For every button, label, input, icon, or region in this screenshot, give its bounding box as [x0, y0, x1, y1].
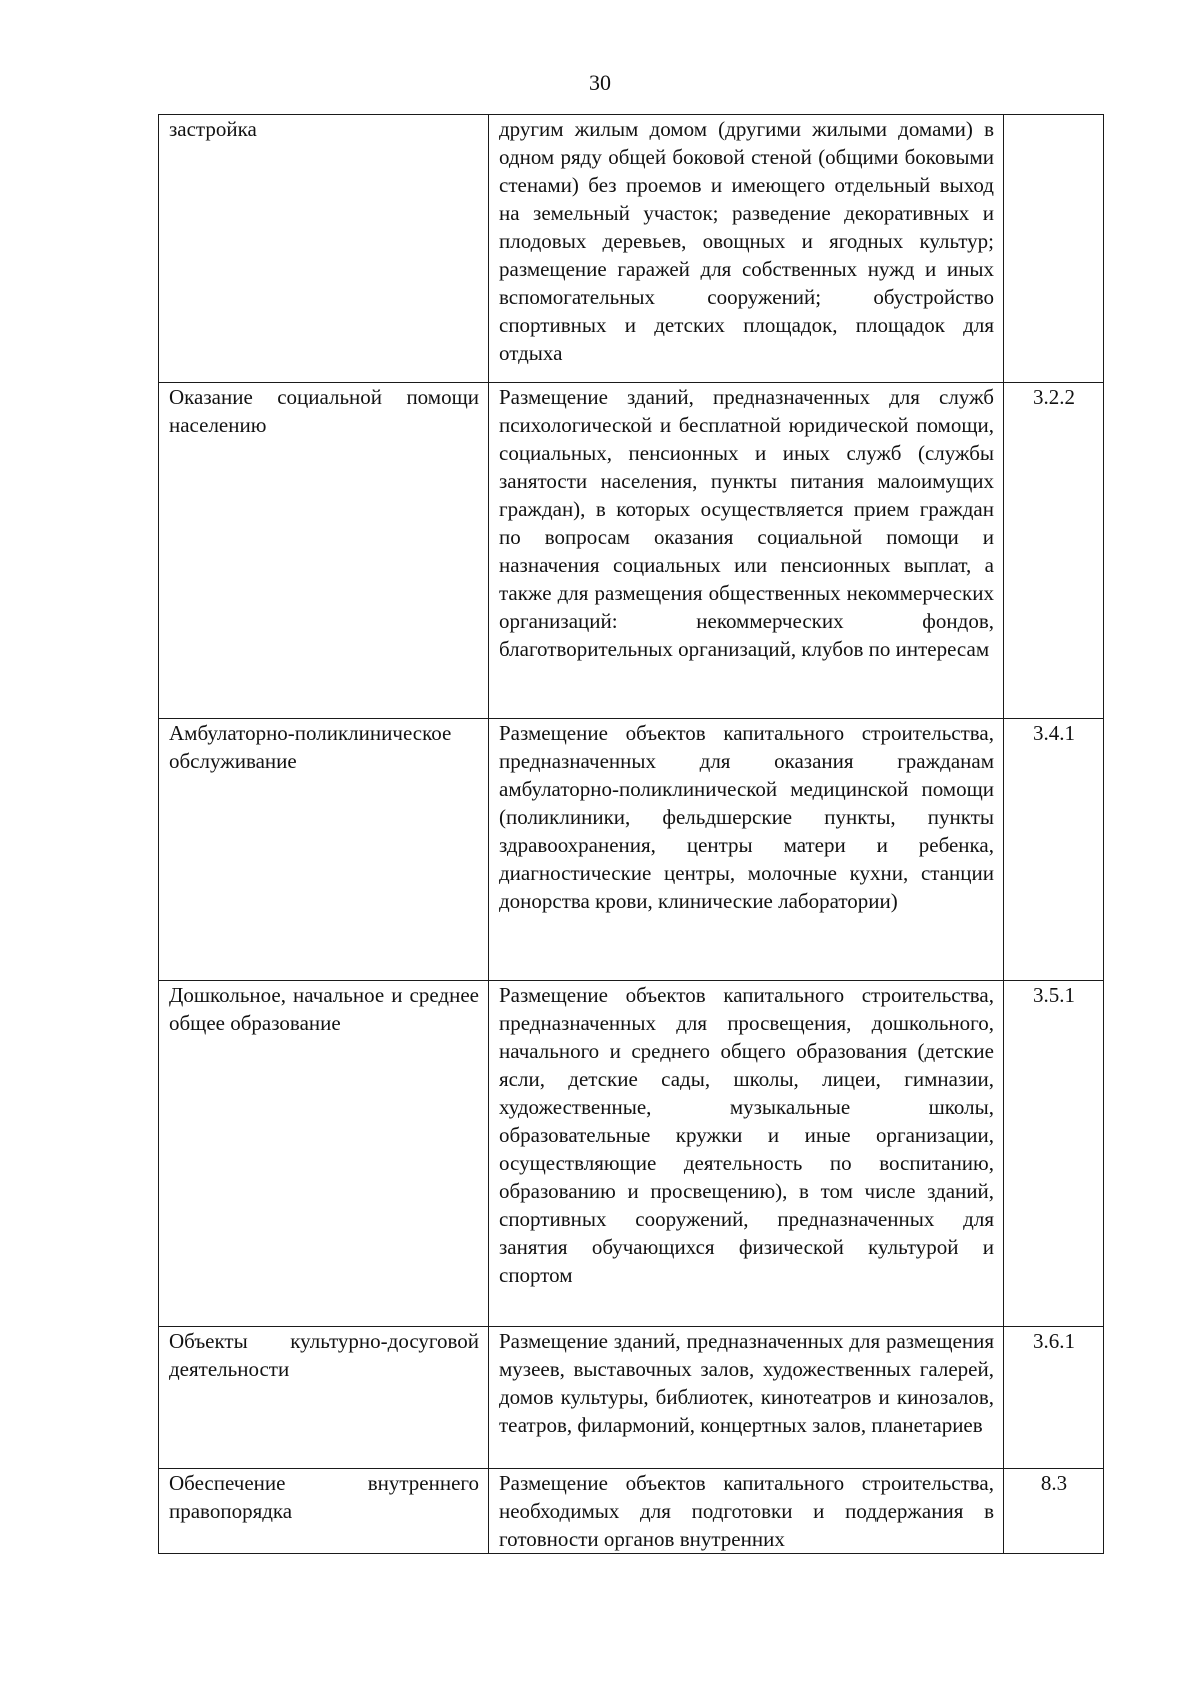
use-type-code: 8.3: [1004, 1469, 1104, 1554]
use-type-name: Обеспечение внутреннего правопорядка: [159, 1469, 489, 1554]
table-row: [159, 383, 1104, 719]
use-type-code: 3.6.1: [1004, 1327, 1104, 1469]
page-number: 30: [589, 70, 611, 95]
table-row: [159, 981, 1104, 1327]
use-type-description: Размещение объектов капитального строительства, предназначенных для оказания гражданам амбулаторно-поликлинической медицинской помощи (поликлиники, фельдшерские пункты, пункты здравоохранения, центры матери и ребенка, диагностические центры, молочные кухни, станции донорства крови, клинические лаборатории): [489, 719, 1004, 981]
use-type-code: 3.5.1: [1004, 981, 1104, 1327]
use-type-name: Дошкольное, начальное и среднее общее образование: [159, 981, 489, 1327]
land-use-table: [158, 114, 1104, 1554]
use-type-description: Размещение объектов капитального строительства, предназначенных для просвещения, дошкольного, начального и среднего общего образования (детские ясли, детские сады, школы, лицеи, гимназии, художественные, музыкальные школы, образовательные кружки и иные организации, осуществляющие деятельность по воспитанию, образованию и просвещению), в том числе зданий, спортивных сооружений, предназначенных для занятия обучающихся физической культурой и спортом: [489, 981, 1004, 1327]
table-row: [159, 1469, 1104, 1554]
use-type-name: Объекты культурно-досуговой деятельности: [159, 1327, 489, 1469]
table-row: [159, 719, 1104, 981]
use-type-name: Оказание социальной помощи населению: [159, 383, 489, 719]
use-type-code: [1004, 115, 1104, 383]
use-type-name: застройка: [159, 115, 489, 383]
use-type-code: 3.4.1: [1004, 719, 1104, 981]
use-type-description: Размещение зданий, предназначенных для служб психологической и бесплатной юридической помощи, социальных, пенсионных и иных служб (службы занятости населения, пункты питания малоимущих граждан), в которых осуществляется прием граждан по вопросам оказания социальной помощи и назначения социальных или пенсионных выплат, а также для размещения общественных некоммерческих организаций: некоммерческих фондов, благотворительных организаций, клубов по интересам: [489, 383, 1004, 719]
use-type-description: Размещение зданий, предназначенных для размещения музеев, выставочных залов, художественных галерей, домов культуры, библиотек, кинотеатров и кинозалов, театров, филармоний, концертных залов, планетариев: [489, 1327, 1004, 1469]
use-type-description: Размещение объектов капитального строительства, необходимых для подготовки и поддержания в готовности органов внутренних: [489, 1469, 1004, 1554]
use-type-code: 3.2.2: [1004, 383, 1104, 719]
table-row: [159, 115, 1104, 383]
use-type-name: Амбулаторно-поликлиническое обслуживание: [159, 719, 489, 981]
use-type-description: другим жилым домом (другими жилыми домами) в одном ряду общей боковой стеной (общими боковыми стенами) без проемов и имеющего отдельный выход на земельный участок; разведение декоративных и плодовых деревьев, овощных и ягодных культур; размещение гаражей для собственных нужд и иных вспомогательных сооружений; обустройство спортивных и детских площадок, площадок для отдыха: [489, 115, 1004, 383]
table-row: [159, 1327, 1104, 1469]
